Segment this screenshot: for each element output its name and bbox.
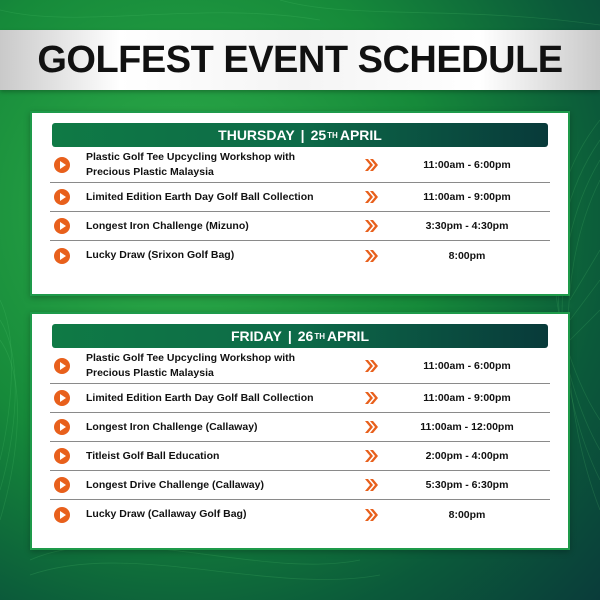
day-header	[52, 324, 548, 348]
date-number: 26	[297, 328, 314, 344]
schedule-row	[50, 348, 550, 384]
double-chevron-right-icon	[364, 449, 384, 463]
schedule-row	[50, 183, 550, 212]
play-circle-icon	[54, 218, 70, 234]
month-label: APRIL	[327, 328, 369, 344]
title-banner	[0, 30, 600, 90]
play-circle-icon	[54, 358, 70, 374]
play-circle-icon	[54, 448, 70, 464]
event-name: Longest Iron Challenge (Callaway)	[86, 420, 258, 433]
event-time: 11:00am - 9:00pm	[423, 392, 511, 404]
schedule-row	[50, 500, 550, 529]
event-name: Lucky Draw (Callaway Golf Bag)	[86, 508, 247, 521]
event-time: 11:00am - 12:00pm	[420, 421, 514, 433]
double-chevron-right-icon	[364, 478, 384, 492]
event-name: Longest Drive Challenge (Callaway)	[86, 478, 264, 491]
event-name: Lucky Draw (Srixon Golf Bag)	[86, 249, 235, 262]
event-name: Titleist Golf Ball Education	[86, 449, 220, 462]
double-chevron-right-icon	[364, 391, 384, 405]
event-time: 3:30pm - 4:30pm	[425, 220, 509, 232]
double-chevron-right-icon	[364, 158, 384, 172]
schedule-panel-thursday	[30, 111, 570, 296]
play-circle-icon	[54, 477, 70, 493]
schedule-row	[50, 147, 550, 183]
event-time: 8:00pm	[448, 249, 486, 262]
schedule-row	[50, 442, 550, 471]
event-name: Plastic Golf Tee Upcycling Workshop with Precious Plastic Malaysia	[86, 151, 296, 178]
play-circle-icon	[54, 390, 70, 406]
event-time: 11:00am - 6:00pm	[423, 359, 511, 372]
event-name: Longest Iron Challenge (Mizuno)	[86, 219, 249, 232]
event-time: 11:00am - 9:00pm	[423, 191, 511, 203]
page-title: GOLFEST EVENT SCHEDULE	[37, 38, 563, 81]
event-name: Plastic Golf Tee Upcycling Workshop with Precious Plastic Malaysia	[86, 352, 296, 379]
separator: |	[287, 328, 292, 344]
event-name: Limited Edition Earth Day Golf Ball Collection	[86, 190, 314, 203]
play-circle-icon	[54, 248, 70, 264]
schedule-row	[50, 471, 550, 500]
event-time: 8:00pm	[448, 508, 486, 521]
separator: |	[300, 127, 305, 143]
double-chevron-right-icon	[364, 508, 384, 522]
day-label: THURSDAY	[218, 127, 295, 143]
play-circle-icon	[54, 507, 70, 523]
play-circle-icon	[54, 157, 70, 173]
schedule-panel-friday	[30, 312, 570, 550]
play-circle-icon	[54, 419, 70, 435]
date-suffix: TH	[327, 130, 338, 140]
schedule-row	[50, 413, 550, 442]
event-time: 11:00am - 6:00pm	[423, 158, 511, 171]
schedule-row	[50, 241, 550, 270]
double-chevron-right-icon	[364, 190, 384, 204]
double-chevron-right-icon	[364, 219, 384, 233]
day-label: FRIDAY	[231, 328, 282, 344]
day-header	[52, 123, 548, 147]
schedule-row	[50, 384, 550, 413]
double-chevron-right-icon	[364, 420, 384, 434]
schedule-row	[50, 212, 550, 241]
date-number: 25	[310, 127, 327, 143]
double-chevron-right-icon	[364, 249, 384, 263]
play-circle-icon	[54, 189, 70, 205]
event-time: 5:30pm - 6:30pm	[425, 479, 509, 491]
date-suffix: TH	[314, 331, 325, 341]
event-time: 2:00pm - 4:00pm	[425, 450, 509, 462]
double-chevron-right-icon	[364, 359, 384, 373]
event-name: Limited Edition Earth Day Golf Ball Collection	[86, 391, 314, 404]
month-label: APRIL	[339, 127, 382, 143]
